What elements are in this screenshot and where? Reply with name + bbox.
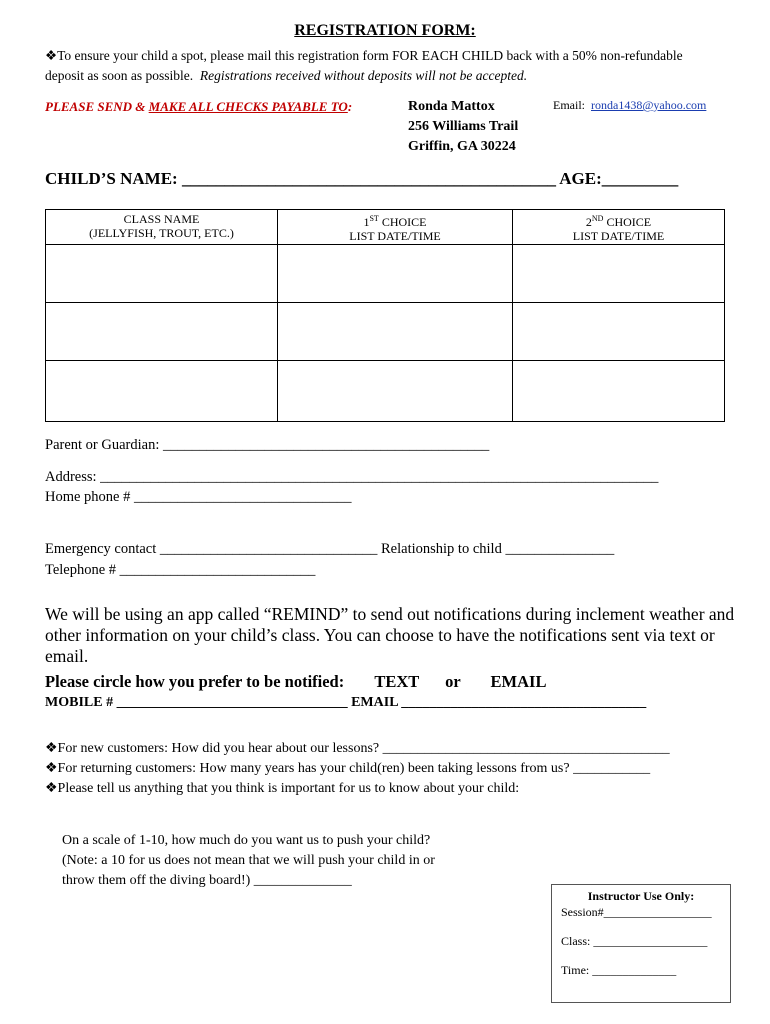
first-choice-cell[interactable]: [278, 303, 513, 361]
notify-preference-line: [45, 672, 546, 692]
payment-underlined: MAKE ALL CHECKS PAYABLE TO: [148, 99, 348, 114]
header-class-name-line2: (JELLYFISH, TROUT, ETC.): [89, 226, 234, 240]
notify-label: Please circle how you prefer to be notified:: [45, 672, 345, 691]
payee-street: 256 Williams Trail: [408, 119, 519, 134]
class-name-cell[interactable]: [46, 245, 278, 303]
child-name-field[interactable]: CHILD’S NAME: ____________________________________________: [45, 169, 556, 188]
email-contact: [553, 98, 706, 113]
second-choice-text: CHOICE: [603, 215, 652, 229]
header-class-name: [46, 210, 278, 245]
first-choice-cell[interactable]: [278, 245, 513, 303]
header-first-choice-line1: [279, 212, 511, 229]
class-choice-table: [45, 209, 725, 422]
payment-instruction: [45, 99, 352, 115]
new-customer-question[interactable]: ❖For new customers: How did you hear about our lessons? _________________________________________: [45, 741, 670, 756]
session-field[interactable]: Session#__________________: [561, 905, 712, 919]
home-phone-field[interactable]: Home phone # ______________________________: [45, 489, 352, 505]
payee-city: Griffin, GA 30224: [408, 139, 516, 154]
or-text: or: [445, 672, 461, 691]
push-scale-question: [62, 831, 435, 891]
first-choice-text: CHOICE: [378, 215, 427, 229]
class-field[interactable]: Class: ___________________: [561, 934, 708, 948]
second-num: 2: [585, 215, 592, 229]
intro-text: To ensure your child a spot, please mail this registration form FOR EACH CHILD back with a 50% non-refundable deposit as soon as possible.: [45, 48, 683, 83]
header-first-choice: [278, 210, 513, 245]
scale-line-2: (Note: a 10 for us does not mean that we will push your child in or: [62, 853, 435, 868]
email-field[interactable]: EMAIL ___________________________________: [351, 695, 647, 710]
payment-suffix: :: [347, 99, 353, 114]
returning-customer-question[interactable]: ❖For returning customers: How many years has your child(ren) been taking lessons from us? ___________: [45, 761, 651, 776]
second-choice-cell[interactable]: [513, 245, 725, 303]
child-name-age-line: [45, 169, 678, 189]
class-name-cell[interactable]: [46, 361, 278, 422]
scale-line-1: On a scale of 1-10, how much do you want us to push your child?: [62, 833, 431, 848]
instructor-use-box: [551, 884, 731, 1003]
emergency-contact-field[interactable]: Emergency contact ______________________________ Relationship to child _______________: [45, 541, 615, 557]
payment-prefix: PLEASE SEND &: [45, 99, 149, 114]
mobile-field[interactable]: MOBILE # _________________________________: [45, 695, 348, 710]
intro-italic: Registrations received without deposits will not be accepted.: [199, 68, 528, 83]
class-name-cell[interactable]: [46, 303, 278, 361]
telephone-field[interactable]: Telephone # ___________________________: [45, 562, 316, 578]
mailing-address: [408, 97, 518, 157]
header-second-choice-line1: [514, 212, 723, 229]
email-label: Email:: [553, 98, 585, 112]
age-field[interactable]: AGE:_________: [559, 169, 679, 188]
parent-guardian-field[interactable]: Parent or Guardian: _____________________________________________: [45, 437, 490, 453]
first-sup: ST: [369, 214, 379, 223]
intro-paragraph: [45, 46, 725, 86]
child-notes-question: ❖Please tell us anything that you think is important for us to know about your child:: [45, 781, 520, 796]
second-choice-cell[interactable]: [513, 361, 725, 422]
payee-name: Ronda Mattox: [408, 99, 495, 114]
email-link[interactable]: ronda1438@yahoo.com: [591, 98, 707, 112]
header-second-choice: [513, 210, 725, 245]
scale-line-3[interactable]: throw them off the diving board!) ______________: [62, 873, 352, 888]
mobile-email-line: [45, 695, 646, 711]
second-sup: ND: [591, 214, 604, 223]
email-option[interactable]: EMAIL: [490, 672, 547, 691]
instructor-title: Instructor Use Only:: [587, 889, 695, 903]
table-row: [46, 303, 725, 361]
remind-paragraph: We will be using an app called “REMIND” to send out notifications during inclement weather and other information on your child’s class. You can choose to have the notifications sent via text or email.: [45, 604, 735, 666]
first-choice-cell[interactable]: [278, 361, 513, 422]
header-first-choice-line2: LIST DATE/TIME: [349, 229, 441, 243]
header-class-name-line1: CLASS NAME: [123, 212, 200, 226]
second-choice-cell[interactable]: [513, 303, 725, 361]
header-second-choice-line2: LIST DATE/TIME: [572, 229, 665, 243]
time-field[interactable]: Time: ______________: [561, 963, 677, 977]
table-row: [46, 245, 725, 303]
address-field[interactable]: Address: _____________________________________________________________________________: [45, 469, 659, 485]
form-title: REGISTRATION FORM:: [294, 22, 476, 39]
bullet-icon: ❖: [45, 48, 58, 63]
table-row: [46, 361, 725, 422]
first-num: 1: [363, 215, 370, 229]
text-option[interactable]: TEXT: [374, 672, 419, 691]
table-header-row: [46, 210, 725, 245]
